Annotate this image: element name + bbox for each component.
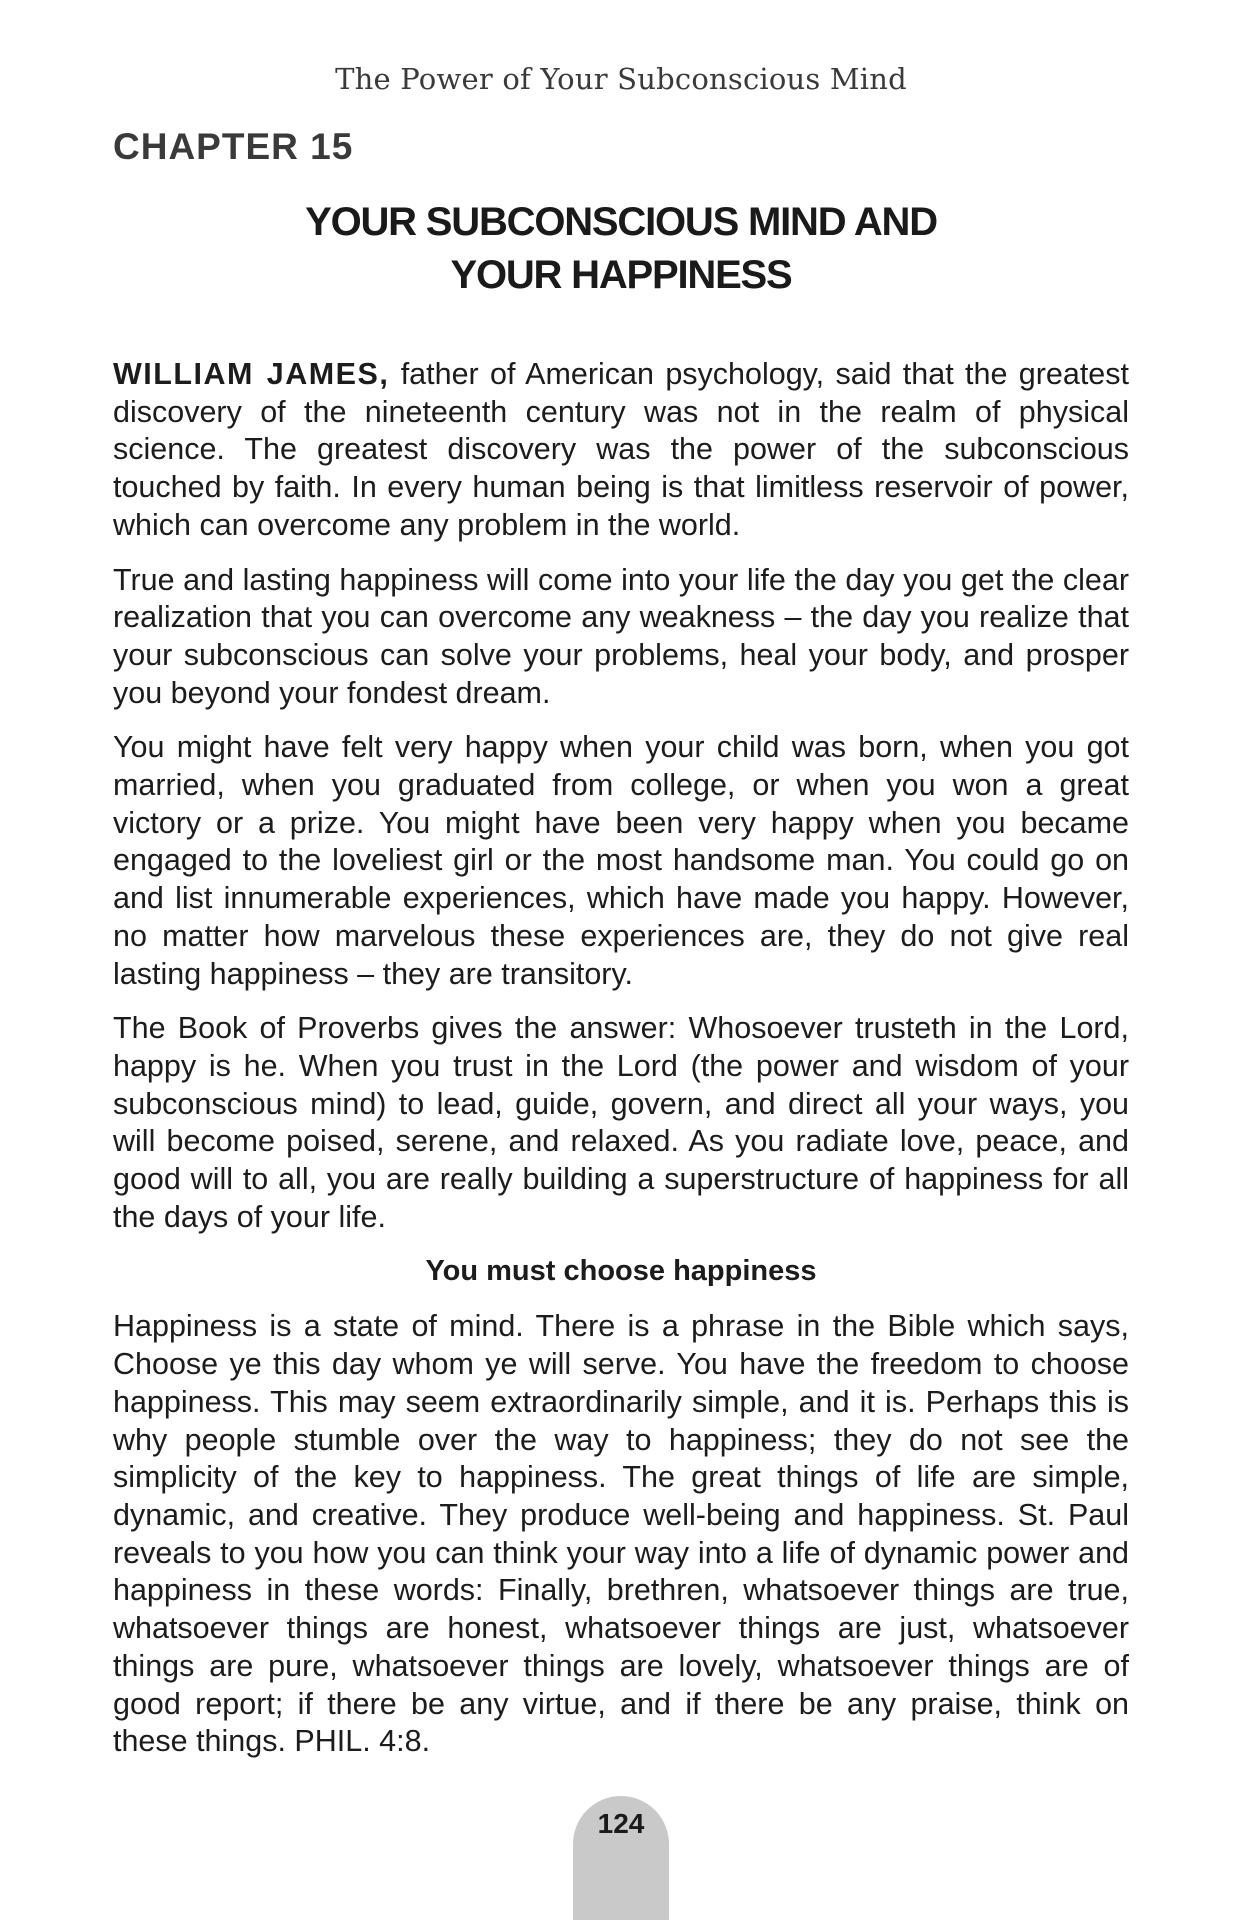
chapter-title-line-1: YOUR SUBCONSCIOUS MIND AND	[305, 200, 937, 244]
paragraph-1	[113, 356, 1129, 545]
page-number-tab	[573, 1796, 669, 1920]
section-subheading: You must choose happiness	[425, 1255, 817, 1288]
paragraph-5: Happiness is a state of mind. There is a phrase in the Bible which says, Choose ye this day whom ye will serve. You have the freedom to choose happiness. This may seem extraordinarily simple, and it is. Perhaps this is why people stumble over the way to happiness; they do not see the simplicity of the key to happiness. The great things of life are simple, dynamic, and creative. They produce well-being and happiness. St. Paul reveals to you how you can think your way into a life of dynamic power and happiness in these words: Finally, brethren, whatsoever things are true, whatsoever things are honest, whatsoever things are just, whatsoever things are pure, whatsoever things are lovely, whatsoever things are of good report; if there be any virtue, and if there be any praise, think on these things. PHIL. 4:8.	[113, 1309, 1129, 1759]
paragraph-4: The Book of Proverbs gives the answer: Whosoever trusteth in the Lord, happy is he. When you trust in the Lord (the power and wisdom of your subconscious mind) to lead, guide, govern, and direct all your ways, you will become poised, serene, and relaxed. As you radiate love, peace, and good will to all, you are really building a superstructure of happiness for all the days of your life.	[113, 1011, 1129, 1234]
page-number: 124	[597, 1808, 645, 1839]
chapter-title	[250, 196, 992, 302]
body-text	[113, 356, 1129, 1778]
lead-name: WILLIAM JAMES,	[113, 357, 390, 391]
chapter-title-line-2: YOUR HAPPINESS	[450, 253, 792, 297]
chapter-label: CHAPTER 15	[113, 126, 354, 167]
paragraph-3: You might have felt very happy when your child was born, when you got married, when you graduated from college, or when you won a great victory or a prize. You might have been very happy when you became engaged to the loveliest girl or the most handsome man. You could go on and list innumerable experiences, which have made you happy. However, no matter how marvelous these experiences are, they do not give real lasting happiness – they are transitory.	[113, 730, 1129, 991]
running-head: The Power of Your Subconscious Mind	[335, 62, 907, 96]
paragraph-1-text: father of American psychology, said that the greatest discovery of the nineteenth century was not in the realm of physical science. The greatest discovery was the power of the subconscious touched by faith. In every human being is that limitless reservoir of power, which can overcome any problem in the world.	[113, 357, 1129, 542]
paragraph-2: True and lasting happiness will come into your life the day you get the clear realization that you can overcome any weakness – the day you realize that your subconscious can solve your problems, heal your body, and prosper you beyond your fondest dream.	[113, 562, 1129, 710]
